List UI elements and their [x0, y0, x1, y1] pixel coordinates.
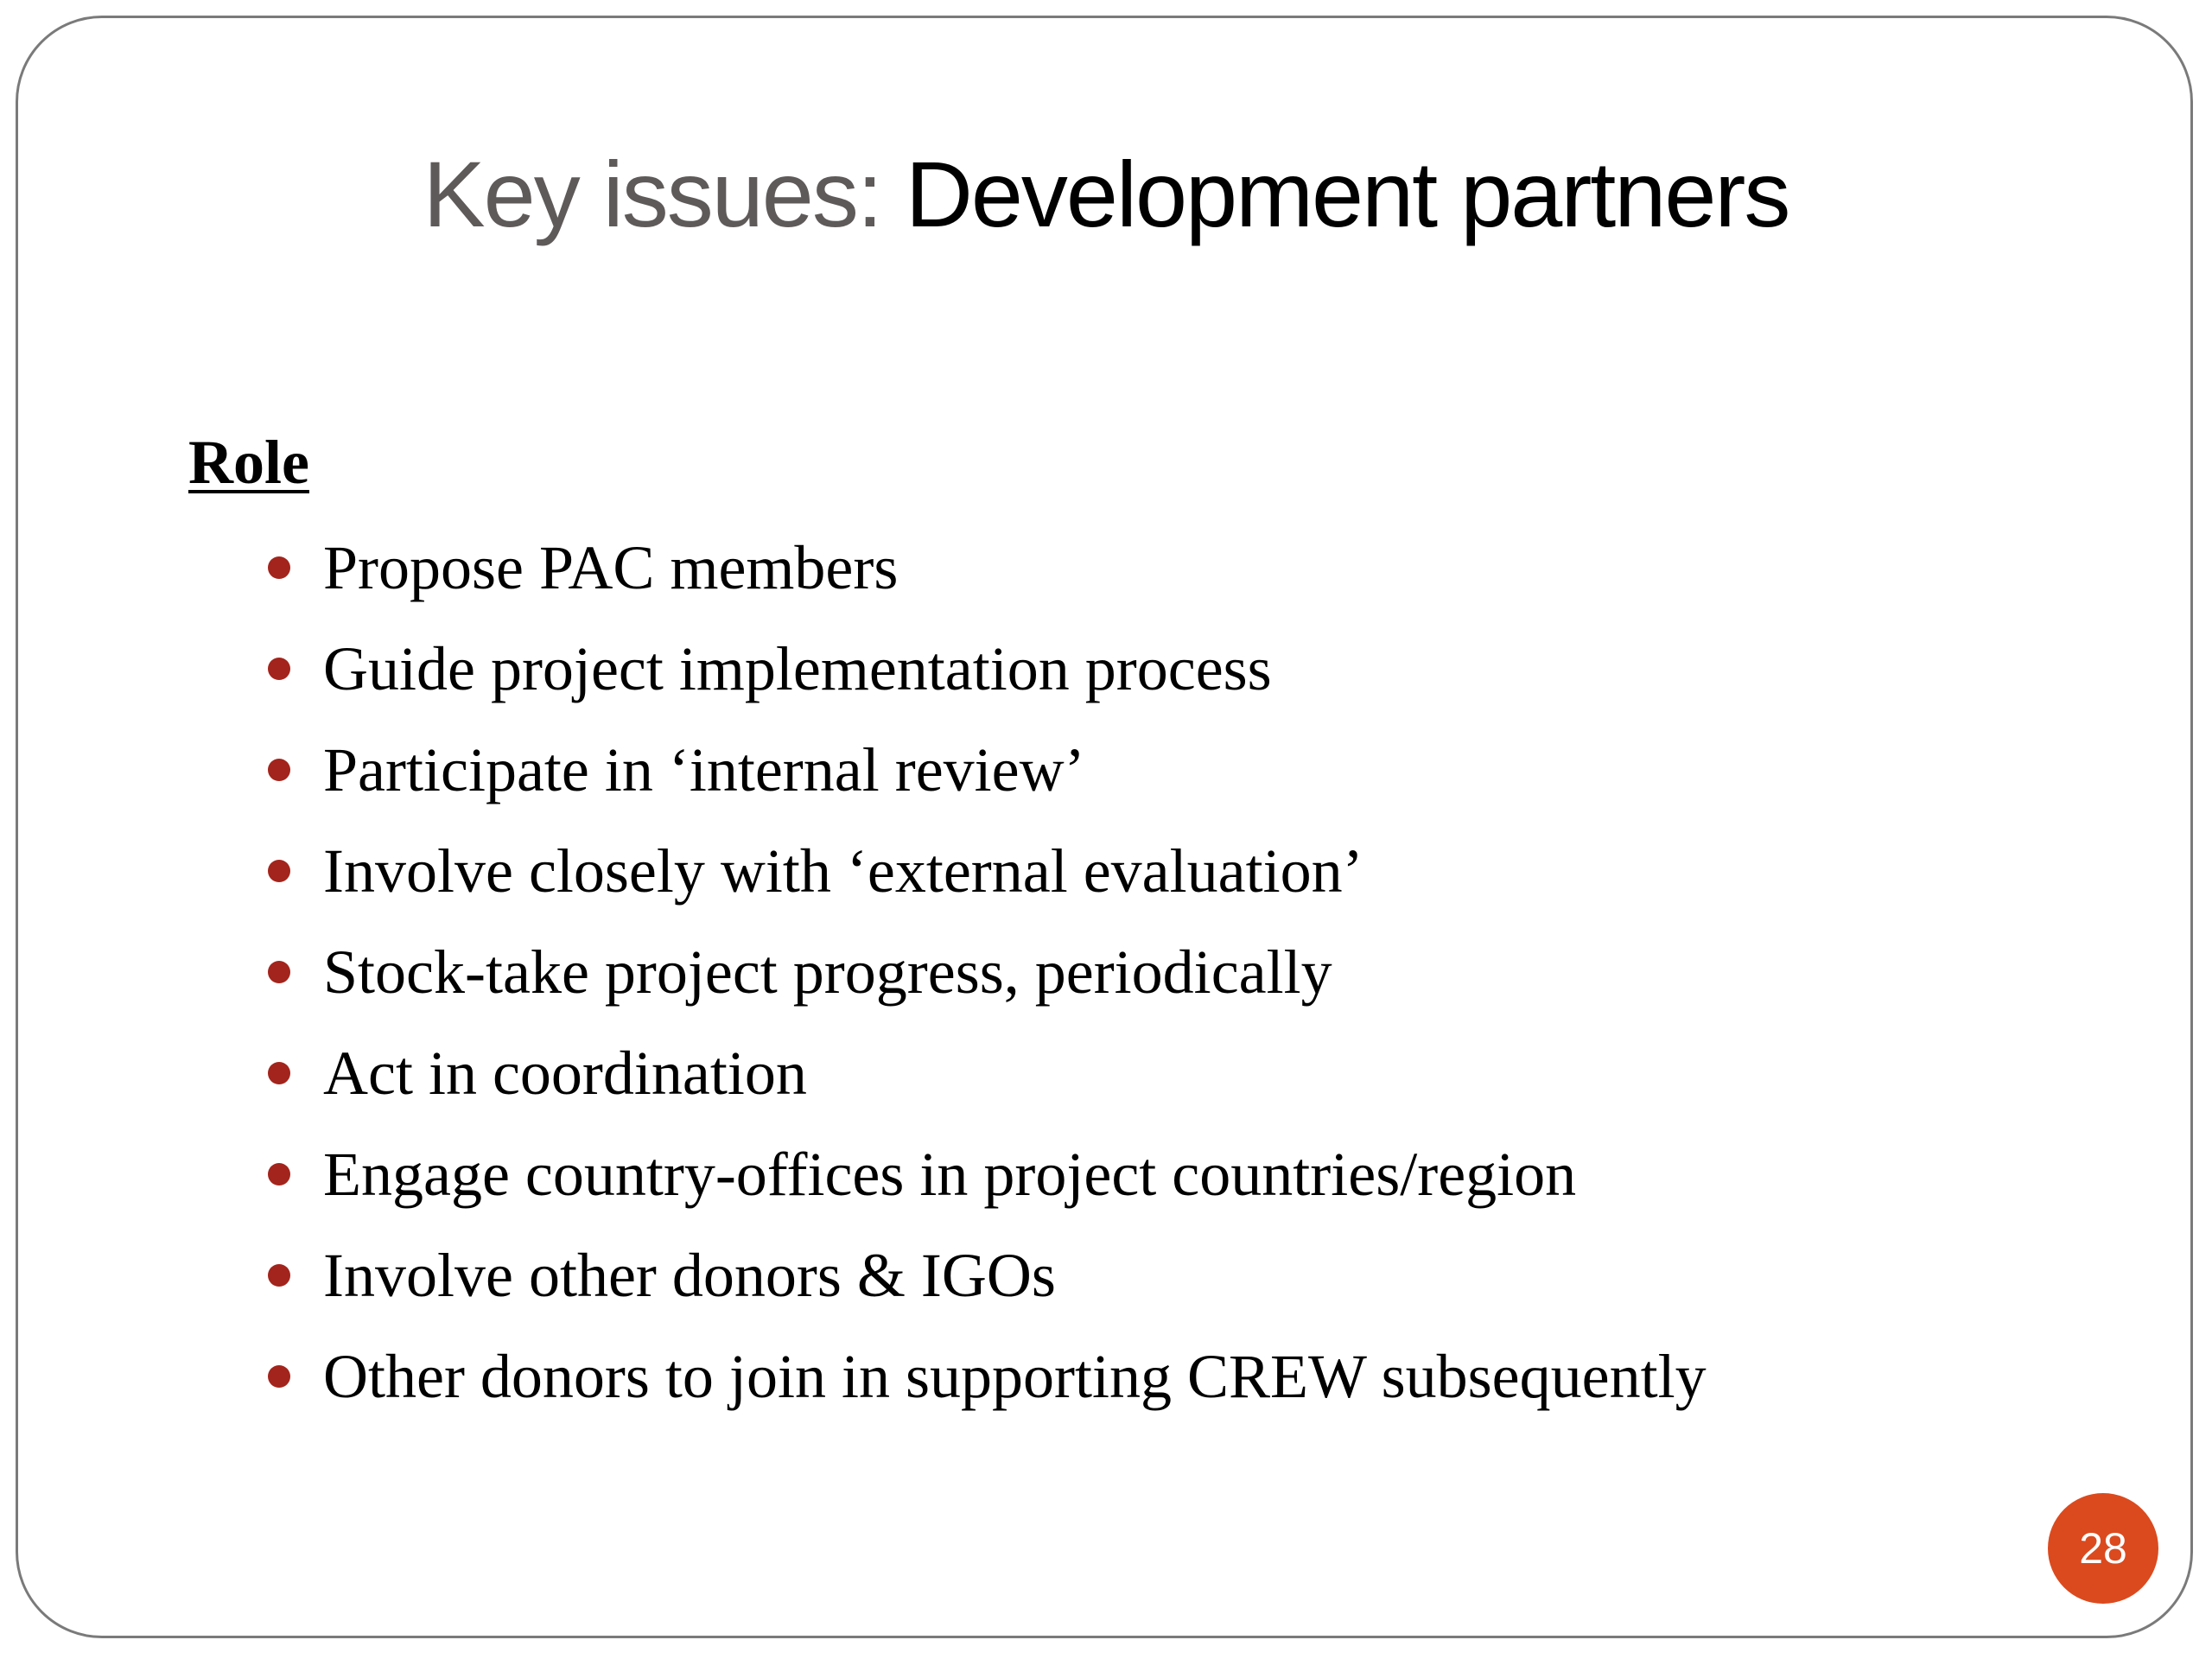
- bullet-item: [268, 929, 1332, 1015]
- bullet-item: [268, 727, 1085, 813]
- bullet-item: [268, 828, 1363, 914]
- bullet-item: [268, 1232, 1056, 1319]
- bullet-text: Act in coordination: [323, 1039, 807, 1108]
- bullet-text: Involve other donors & IGOs: [323, 1241, 1056, 1310]
- bullet-text: Engage country-offices in project countries/region: [323, 1140, 1577, 1209]
- section-heading-role: Role: [188, 428, 309, 497]
- page-number-badge: 28: [2048, 1493, 2158, 1604]
- title-main: Development partners: [905, 142, 1789, 246]
- bullet-item: [268, 524, 898, 611]
- bullet-icon: [268, 1163, 290, 1185]
- bullet-text: Propose PAC members: [323, 533, 899, 602]
- bullet-icon: [268, 1062, 290, 1084]
- bullet-icon: [268, 1365, 290, 1388]
- bullet-icon: [268, 759, 290, 781]
- bullet-text: Other donors to join in supporting CREW subsequently: [323, 1342, 1707, 1411]
- bullet-icon: [268, 961, 290, 983]
- slide-title: [0, 138, 2212, 251]
- bullet-text: Involve closely with ‘external evaluation’: [323, 836, 1363, 906]
- bullet-text: Stock-take project progress, periodically: [323, 938, 1332, 1007]
- bullet-item: [268, 1333, 1707, 1420]
- bullet-icon: [268, 556, 290, 579]
- bullet-icon: [268, 860, 290, 882]
- bullet-item: [268, 1131, 1576, 1217]
- bullet-item: [268, 1030, 807, 1116]
- bullet-item: [268, 626, 1272, 712]
- bullet-icon: [268, 658, 290, 680]
- bullet-text: Participate in ‘internal review’: [323, 735, 1085, 804]
- bullet-text: Guide project implementation process: [323, 634, 1272, 703]
- title-prefix: Key issues:: [423, 142, 906, 246]
- bullet-icon: [268, 1264, 290, 1287]
